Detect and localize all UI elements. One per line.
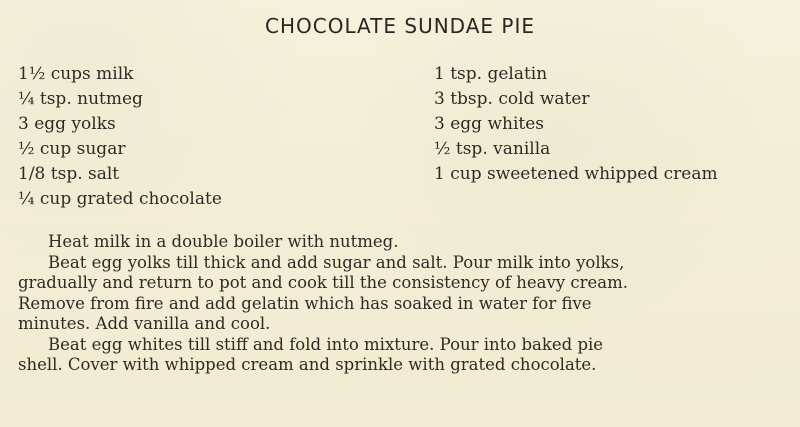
ingredient-item: 3 egg whites <box>434 114 545 134</box>
instruction-line: Beat egg yolks till thick and add sugar and salt. Pour milk into yolks, <box>48 252 625 272</box>
instruction-line: Remove from fire and add gelatin which has soaked in water for five <box>18 293 592 313</box>
ingredient-item: 1/8 tsp. salt <box>18 164 120 184</box>
instruction-line: Heat milk in a double boiler with nutmeg. <box>48 232 399 251</box>
ingredient-item: 3 tbsp. cold water <box>434 89 590 109</box>
ingredients-left-column <box>18 62 408 212</box>
recipe-title: CHOCOLATE SUNDAE PIE <box>264 14 535 38</box>
instruction-line: gradually and return to pot and cook till the consistency of heavy cream. <box>18 273 629 292</box>
instruction-line: shell. Cover with whipped cream and sprinkle with grated chocolate. <box>18 355 597 374</box>
instruction-line: Beat egg whites till stiff and fold into mixture. Pour into baked pie <box>48 334 604 354</box>
instruction-line: minutes. Add vanilla and cool. <box>18 314 271 333</box>
ingredient-item: 1 cup sweetened whipped cream <box>434 164 718 184</box>
ingredient-item: ¼ tsp. nutmeg <box>18 89 143 109</box>
ingredient-item: 1½ cups milk <box>18 64 134 84</box>
ingredient-item: ¼ cup grated chocolate <box>18 189 222 209</box>
ingredient-item: 3 egg yolks <box>18 114 116 134</box>
instructions <box>18 232 788 376</box>
ingredient-item: 1 tsp. gelatin <box>434 64 548 84</box>
ingredients-right-column <box>434 62 784 187</box>
ingredient-item: ½ cup sugar <box>18 139 126 159</box>
ingredient-item: ½ tsp. vanilla <box>434 139 551 159</box>
